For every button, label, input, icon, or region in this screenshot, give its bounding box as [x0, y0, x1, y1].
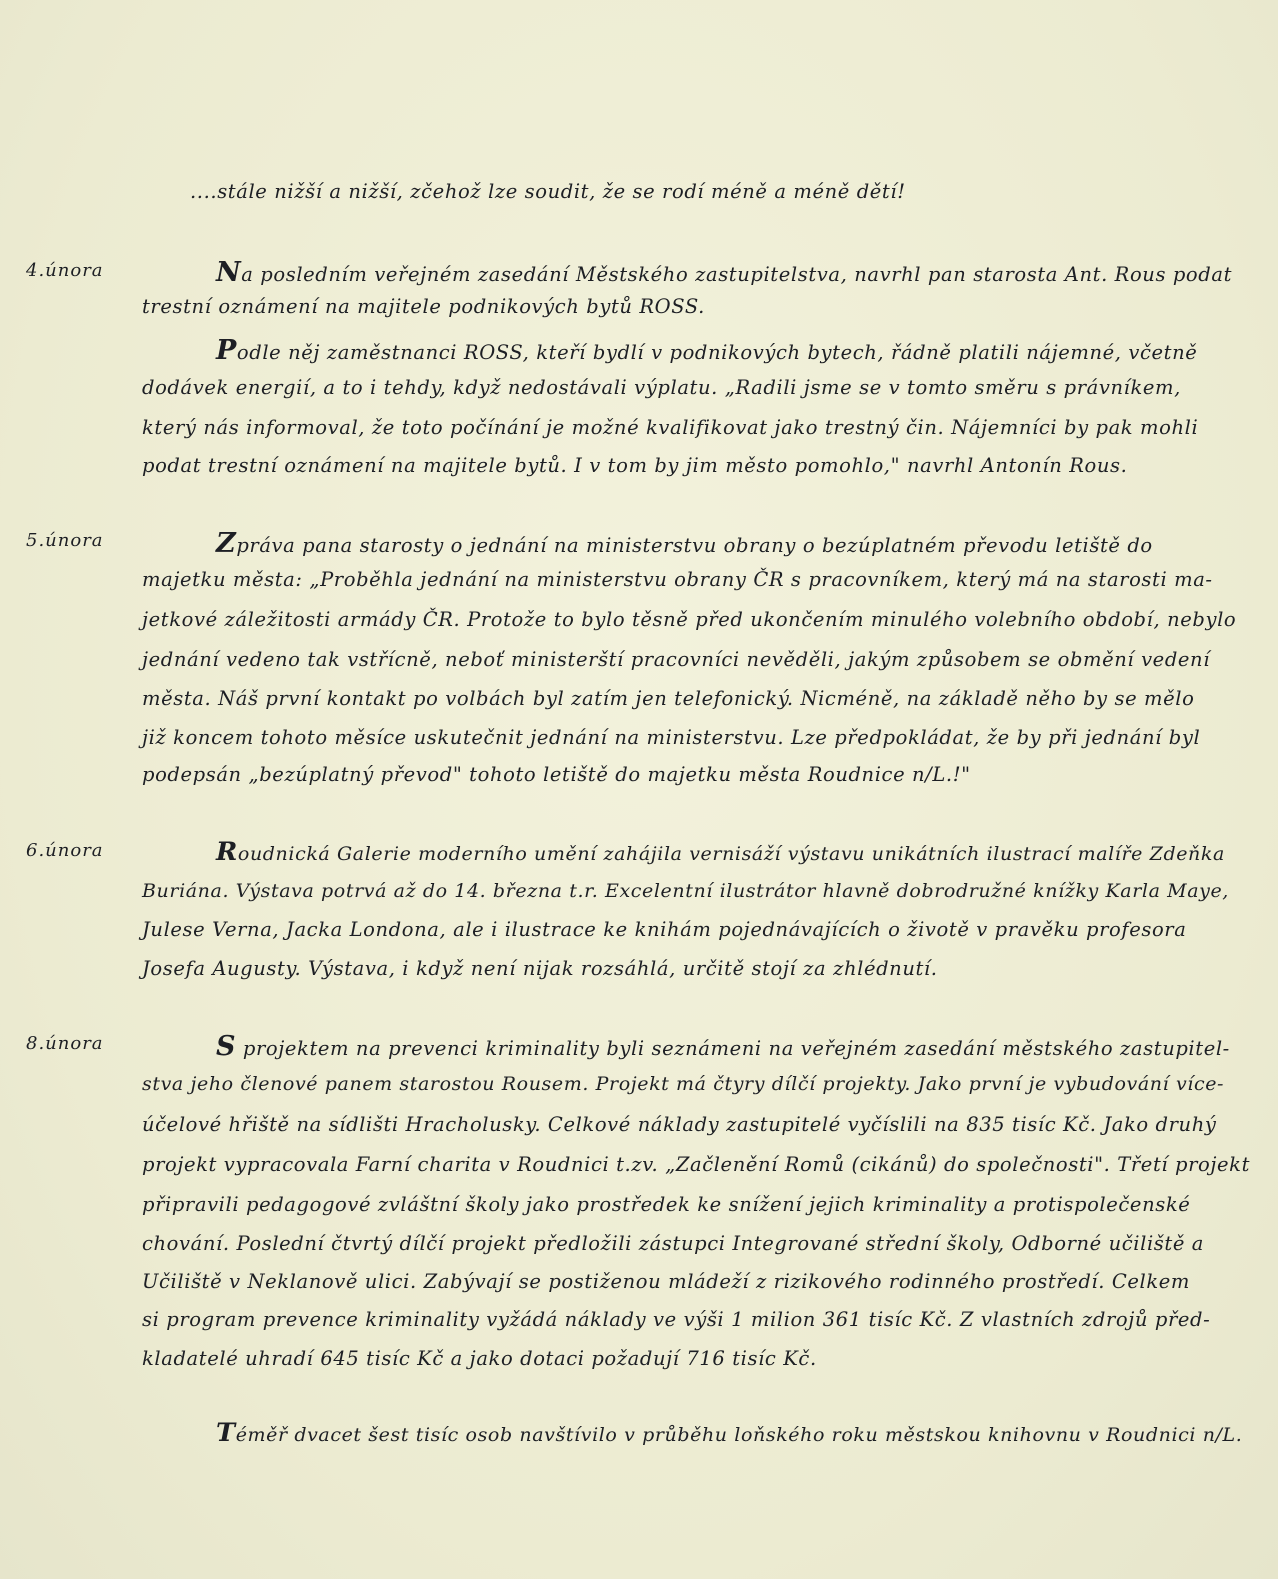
entry-line: Zpráva pana starosty o jednání na ministerstvu obrany o bezúplatném převodu letiště do: [216, 528, 1153, 559]
entry-date: 8.února: [26, 1033, 104, 1054]
entry-line: projekt vypracovala Farní charita v Roudnici t.zv. „Začlenění Romů (cikánů) do společnosti". Třetí projekt: [142, 1153, 1251, 1176]
entry-line: Učiliště v Neklanově ulici. Zabývají se postiženou mládeží z rizikového rodinného prostředí. Celkem: [142, 1270, 1190, 1293]
entry-date: 5.února: [26, 530, 104, 551]
entry-line: S projektem na prevenci kriminality byli seznámeni na veřejném zasedání městského zastupitel-: [216, 1031, 1230, 1062]
entry-line: jednání vedeno tak vstřícně, neboť ministerští pracovníci nevěděli, jakým způsobem se obmění vedení: [142, 648, 1211, 671]
entry-line: chování. Poslední čtvrtý dílčí projekt předložili zástupci Integrované střední školy, Odborné učiliště a: [142, 1232, 1204, 1255]
drop-initial: P: [216, 335, 237, 366]
entry-line: dodávek energií, a to i tehdy, když nedostávali výplatu. „Radili jsme se v tomto směru s právníkem,: [142, 376, 1181, 399]
drop-initial: S: [216, 1031, 237, 1062]
entry-line: jetkové záležitosti armády ČR. Protože to bylo těsně před ukončením minulého volebního období, nebylo: [142, 608, 1237, 631]
entry-line: Na posledním veřejném zasedání Městského zastupitelstva, navrhl pan starosta Ant. Rous podat: [216, 257, 1233, 288]
closing-line: Téměř dvacet šest tisíc osob navštívilo v průběhu loňského roku městskou knihovnu v Roudnici n/L.: [216, 1418, 1243, 1448]
entry-line: Roudnická Galerie moderního umění zahájila vernisáží výstavu unikátních ilustrací malíře Zdeňka: [216, 837, 1225, 867]
entry-line: kladatelé uhradí 645 tisíc Kč a jako dotaci požadují 716 tisíc Kč.: [142, 1347, 817, 1370]
entry-line: podepsán „bezúplatný převod" tohoto letiště do majetku města Roudnice n/L.!": [142, 763, 971, 786]
entry-line: Podle něj zaměstnanci ROSS, kteří bydlí v podnikových bytech, řádně platili nájemné, včetně: [216, 335, 1198, 366]
entry-line: města. Náš první kontakt po volbách byl zatím jen telefonický. Nicméně, na základě něho by se mělo: [142, 687, 1195, 710]
entry-line: majetku města: „Proběhla jednání na ministerstvu obrany ČR s pracovníkem, který má na starosti ma-: [142, 568, 1213, 591]
entry-line: Josefa Augusty. Výstava, i když není nijak rozsáhlá, určitě stojí za zhlédnutí.: [142, 957, 938, 980]
entry-line: podat trestní oznámení na majitele bytů. I v tom by jim město pomohlo," navrhl Antonín Rous.: [142, 454, 1128, 477]
entry-line: si program prevence kriminality vyžádá náklady ve výši 1 milion 361 tisíc Kč. Z vlastních zdrojů před-: [142, 1308, 1211, 1331]
entry-line: který nás informoval, že toto počínání je možné kvalifikovat jako trestný čin. Nájemníci by pak mohli: [142, 416, 1199, 439]
entry-line: Buriána. Výstava potrvá až do 14. března t.r. Excelentní ilustrátor hlavně dobrodružné knížky Karla Maye,: [142, 880, 1229, 902]
entry-line: stva jeho členové panem starostou Rousem. Projekt má čtyry dílčí projekty. Jako první je vybudování více-: [142, 1073, 1225, 1095]
drop-initial: R: [216, 837, 238, 867]
drop-initial: N: [216, 257, 242, 288]
drop-initial: Z: [216, 528, 237, 559]
entry-date: 4.února: [26, 260, 104, 281]
entry-line: trestní oznámení na majitele podnikových bytů ROSS.: [142, 295, 705, 318]
entry-line: Julese Verna, Jacka Londona, ale i ilustrace ke knihám pojednávajících o životě v pravěku profesora: [142, 918, 1187, 941]
entry-line: připravili pedagogové zvláštní školy jako prostředek ke snížení jejich kriminality a protispolečenské: [142, 1193, 1191, 1216]
intro-line: ....stále nižší a nižší, zčehož lze soudit, že se rodí méně a méně dětí!: [190, 180, 906, 203]
entry-line: již koncem tohoto měsíce uskutečnit jednání na ministerstvu. Lze předpokládat, že by při jednání byl: [142, 726, 1201, 749]
entry-line: účelové hřiště na sídlišti Hracholusky. Celkové náklady zastupitelé vyčíslili na 835 tisíc Kč. Jako druhý: [142, 1113, 1217, 1136]
entry-date: 6.února: [26, 840, 104, 861]
drop-initial: T: [216, 1418, 236, 1448]
